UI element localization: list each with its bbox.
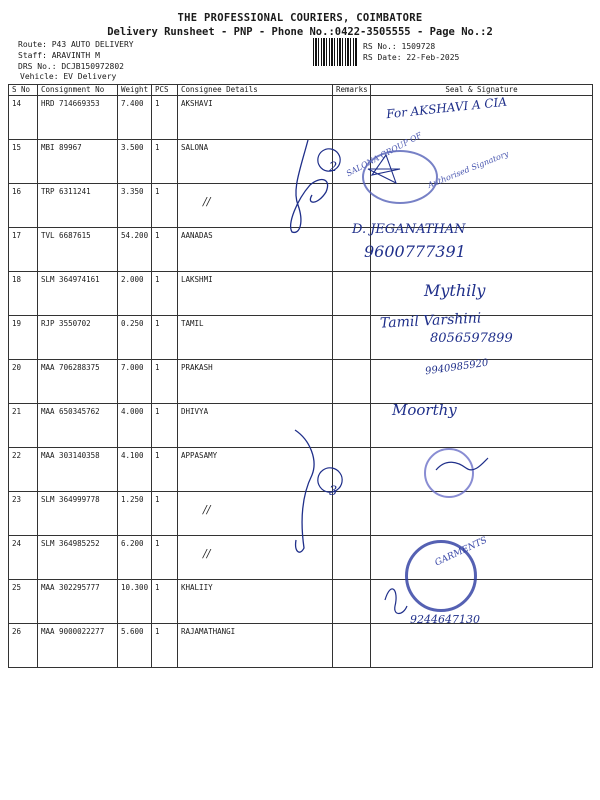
consignee-cell: KHALIIY xyxy=(178,580,333,624)
pcs-cell: 1 xyxy=(152,624,178,668)
consignment-cell: SLM 364985252 xyxy=(38,536,118,580)
auth-signatory-stamp: Authorised Signatory xyxy=(426,149,511,190)
lakshmi-signature: Mythily xyxy=(424,281,486,300)
pcs-cell: 1 xyxy=(152,536,178,580)
sno-cell: 20 xyxy=(9,360,38,404)
akshavi-stamp: For AKSHAVI A CIA xyxy=(385,94,508,122)
rs-number: RS No.: 1509728 xyxy=(363,42,436,51)
group-count-2: 3 xyxy=(329,484,338,499)
pcs-cell: 1 xyxy=(152,360,178,404)
col-pcs: PCS xyxy=(152,85,178,96)
consignment-cell: MAA 303140358 xyxy=(38,448,118,492)
runsheet-subtitle: Delivery Runsheet - PNP - Phone No.:0422-3505555 - Page No.:2 xyxy=(107,26,493,38)
sno-cell: 16 xyxy=(9,184,38,228)
weight-cell: 3.500 xyxy=(118,140,152,184)
consignment-cell: MAA 302295777 xyxy=(38,580,118,624)
pcs-cell: 1 xyxy=(152,184,178,228)
sno-cell: 23 xyxy=(9,492,38,536)
pcs-cell: 1 xyxy=(152,580,178,624)
vehicle-info: Vehicle: EV Delivery xyxy=(20,72,117,81)
col-consignment: Consignment No xyxy=(38,85,118,96)
consignment-cell: RJP 3550702 xyxy=(38,316,118,360)
col-weight: Weight xyxy=(118,85,152,96)
weight-cell: 0.250 xyxy=(118,316,152,360)
sno-cell: 18 xyxy=(9,272,38,316)
consignment-cell: SLM 364999778 xyxy=(38,492,118,536)
drs-number: DRS No.: DCJB150972802 xyxy=(18,62,124,71)
weight-cell: 4.000 xyxy=(118,404,152,448)
consignee-cell: AANADAS xyxy=(178,228,333,272)
weight-cell: 4.100 xyxy=(118,448,152,492)
prakash-phone: 9940985920 xyxy=(424,357,490,378)
consignment-cell: HRD 714669353 xyxy=(38,96,118,140)
consignment-cell: MAA 650345762 xyxy=(38,404,118,448)
pcs-cell: 1 xyxy=(152,272,178,316)
tamil-phone: 8056597899 xyxy=(430,331,513,346)
consignee-cell: RAJAMATHANGI xyxy=(178,624,333,668)
dhivya-signature: Moorthy xyxy=(392,401,457,419)
consignee-cell: APPASAMY xyxy=(178,448,333,492)
group-count-1: 2 xyxy=(329,160,338,175)
sno-cell: 24 xyxy=(9,536,38,580)
weight-cell: 6.200 xyxy=(118,536,152,580)
aanadas-phone: 9600777391 xyxy=(364,242,466,261)
consignee-cell: PRAKASH xyxy=(178,360,333,404)
weight-cell: 7.400 xyxy=(118,96,152,140)
sno-cell: 14 xyxy=(9,96,38,140)
pcs-cell: 1 xyxy=(152,316,178,360)
consignment-cell: SLM 364974161 xyxy=(38,272,118,316)
sno-cell: 25 xyxy=(9,580,38,624)
pcs-cell: 1 xyxy=(152,492,178,536)
col-sno: S No xyxy=(9,85,38,96)
consignee-cell: AKSHAVI xyxy=(178,96,333,140)
pcs-cell: 1 xyxy=(152,448,178,492)
aanadas-signature: D. JEGANATHAN xyxy=(352,222,466,237)
staff-info: Staff: ARAVINTH M xyxy=(18,51,100,60)
sno-cell: 17 xyxy=(9,228,38,272)
pcs-cell: 1 xyxy=(152,96,178,140)
consignment-cell: MAA 706288375 xyxy=(38,360,118,404)
consignee-cell: DHIVYA xyxy=(178,404,333,448)
weight-cell: 54.200 xyxy=(118,228,152,272)
weight-cell: 5.600 xyxy=(118,624,152,668)
weight-cell: 2.000 xyxy=(118,272,152,316)
col-remarks: Remarks xyxy=(333,85,371,96)
consignee-cell: SALONA xyxy=(178,140,333,184)
consignee-cell: LAKSHMI xyxy=(178,272,333,316)
pcs-cell: 1 xyxy=(152,228,178,272)
ditto-mark: // xyxy=(203,195,211,208)
col-seal: Seal & Signature xyxy=(371,85,593,96)
ditto-mark: // xyxy=(203,503,211,516)
sno-cell: 19 xyxy=(9,316,38,360)
tamil-signature: Tamil Varshini xyxy=(379,310,482,332)
weight-cell: 3.350 xyxy=(118,184,152,228)
khaliiy-phone: 9244647130 xyxy=(410,613,480,626)
consignment-cell: MAA 9000022277 xyxy=(38,624,118,668)
weight-cell: 10.300 xyxy=(118,580,152,624)
ditto-mark: // xyxy=(203,547,211,560)
consignment-cell: TVL 6687615 xyxy=(38,228,118,272)
company-title: THE PROFESSIONAL COURIERS, COIMBATORE xyxy=(177,12,423,24)
consignment-cell: MBI 89967 xyxy=(38,140,118,184)
consignee-cell: TAMIL xyxy=(178,316,333,360)
sno-cell: 15 xyxy=(9,140,38,184)
weight-cell: 1.250 xyxy=(118,492,152,536)
pcs-cell: 1 xyxy=(152,404,178,448)
weight-cell: 7.000 xyxy=(118,360,152,404)
garments-stamp: GARMENTS xyxy=(433,535,489,569)
col-consignee: Consignee Details xyxy=(178,85,333,96)
sno-cell: 22 xyxy=(9,448,38,492)
salona-stamp: SALONA GROUP OF xyxy=(344,130,424,179)
pcs-cell: 1 xyxy=(152,140,178,184)
sno-cell: 21 xyxy=(9,404,38,448)
consignment-cell: TRP 6311241 xyxy=(38,184,118,228)
rs-date: RS Date: 22-Feb-2025 xyxy=(363,53,460,62)
route-info: Route: P43 AUTO DELIVERY xyxy=(18,40,134,49)
sno-cell: 26 xyxy=(9,624,38,668)
